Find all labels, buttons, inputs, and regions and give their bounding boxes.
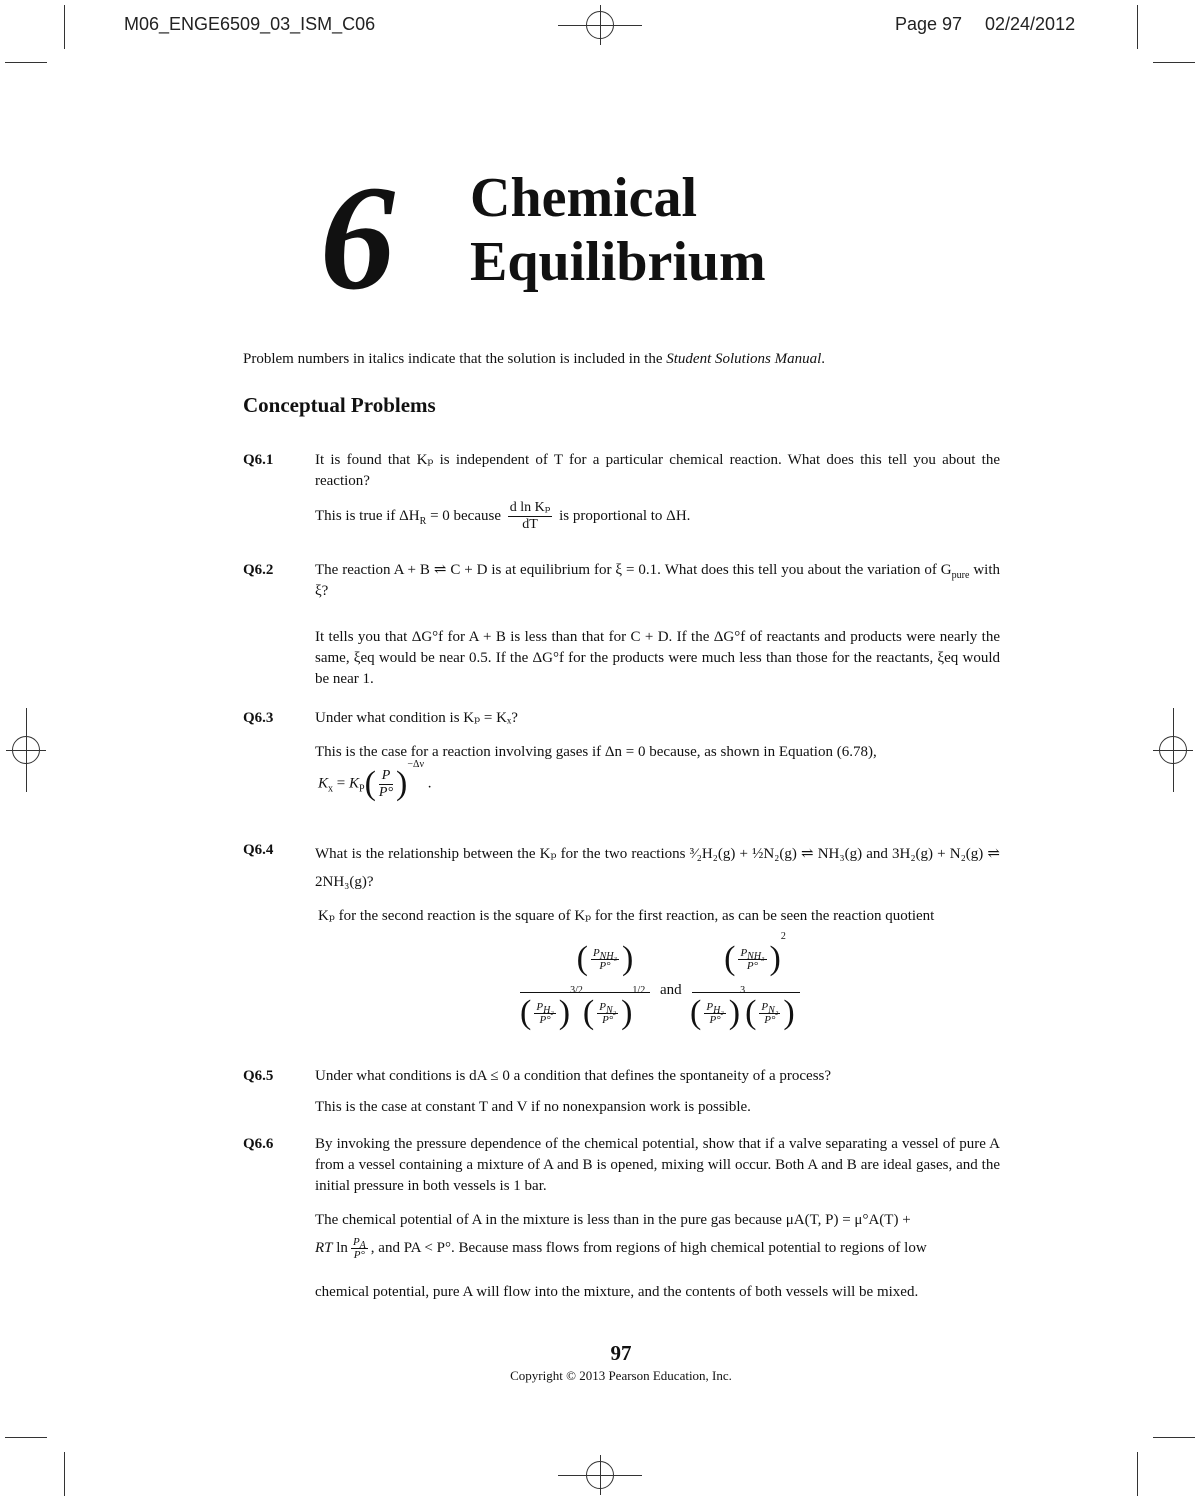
problem-question: Under what condition is Kₚ = Kₓ? bbox=[315, 710, 518, 726]
problem-answer: It tells you that ΔG°f for A + B is less than that for C + D. If the ΔG°f of reactants and products were nearly the same, ξeq would be near 0.5. If the ΔG°f for the products were much less than those for the reactants, ξeq would be near 1. bbox=[315, 629, 1000, 687]
problem-question: It is found that Kₚ is independent of T for a particular chemical reaction. What does this tell you about the reaction? bbox=[315, 452, 1000, 489]
problem-number: Q6.6 bbox=[243, 1136, 274, 1152]
question-end: with ξ? bbox=[315, 562, 1000, 599]
page-number: 97 bbox=[610, 1341, 632, 1365]
intro-note-suffix: . bbox=[821, 351, 826, 367]
print-date: 02/24/2012 bbox=[985, 14, 1076, 34]
problem-answer: This is the case for a reaction involving gases if Δn = 0 because, as shown in Equation (6.78), bbox=[315, 744, 877, 760]
and-word: and bbox=[660, 982, 682, 998]
crop-mark bbox=[1137, 1452, 1138, 1496]
chapter-number: 6 bbox=[320, 155, 395, 321]
problem-answer-line2: RT ln $\frac{P_A}{P^\circ}$ , and PA < P°. Because mass flows from regions of high chemical potential to regions of low bbox=[315, 1236, 927, 1261]
crop-mark bbox=[1153, 62, 1195, 63]
problem-question: What is the relationship between the Kₚ for the two reactions ³⁄₂H₂(g) + ½N₂(g) ⇌ NH₃(g) and 3H₂(g) + N₂(g) ⇌ 2NH₃(g)? bbox=[315, 846, 1000, 890]
copyright-line: Copyright © 2013 Pearson Education, Inc. bbox=[510, 1368, 732, 1383]
intro-note-italic: Student Solutions Manual bbox=[666, 351, 822, 367]
problem-question bbox=[315, 560, 1000, 602]
crop-mark bbox=[5, 62, 47, 63]
question-subscript: pure bbox=[951, 570, 970, 581]
answer-prefix: This is true if ΔH bbox=[315, 507, 420, 524]
section-title: Conceptual Problems bbox=[243, 393, 436, 417]
problem-question: By invoking the pressure dependence of the chemical potential, show that if a valve separating a vessel of pure A from a vessel containing a mixture of A and B is opened, mixing will occur. Both A and B are ideal gases, and the initial pressure in both vessels is 1 bar. bbox=[315, 1136, 1000, 1194]
problem-number: Q6.5 bbox=[243, 1068, 274, 1084]
problem-answer: This is true if $\Delta H_R = 0$ because $\frac{\text{d ln Kₚ}}{dT}$ is proportional to ΔH. bbox=[315, 500, 691, 532]
problem-answer-line1: The chemical potential of A in the mixture is less than in the pure gas because μA(T, P) = μ°A(T) + bbox=[315, 1212, 911, 1228]
crop-mark bbox=[64, 5, 65, 49]
chapter-title-line1: Chemical bbox=[470, 167, 698, 229]
fraction bbox=[508, 500, 553, 533]
fraction-denominator: dT bbox=[522, 517, 538, 532]
answer-mid: = 0 because bbox=[426, 507, 505, 524]
fraction-numerator: d ln Kₚ bbox=[509, 500, 551, 515]
answer-line2-suffix: , and PA < P°. Because mass flows from regions of high chemical potential to regions of low bbox=[370, 1239, 927, 1256]
reaction-quotient-equation: ( $\frac{P_{NH_3}}{P^\circ}$ ) ( $\frac{P_{H_2}}{P^\circ}$ )$^{3/2}$( $\frac{P_{N_2}}{P^\circ}$ )$^{1/2}$ and ( $\frac{P_{NH_3}}{P^\circ}$ )$^2$ ( $\frac{P_{H_2}}{P^\circ}$ )$^3$( $\frac{P_{N_2}}{P^\circ}$ ) bbox=[520, 940, 800, 1050]
answer-suffix: is proportional to ΔH. bbox=[555, 507, 691, 524]
problem-answer: Kₚ for the second reaction is the square of Kₚ for the first reaction, as can be seen the reaction quotient bbox=[318, 908, 935, 924]
equation-kx: $K_x = K_P$( $\frac{P}{P^\circ}$ )$^{-\Delta\nu}$ . bbox=[318, 759, 432, 802]
problem-number: Q6.3 bbox=[243, 710, 274, 726]
chapter-title-line2: Equilibrium bbox=[470, 231, 766, 293]
page-label: Page 97 bbox=[895, 14, 963, 34]
intro-note bbox=[243, 351, 825, 368]
problem-answer: This is the case at constant T and V if no nonexpansion work is possible. bbox=[315, 1099, 751, 1115]
problem-number: Q6.2 bbox=[243, 562, 274, 578]
chapter-title bbox=[470, 166, 766, 294]
crop-mark bbox=[1153, 1437, 1195, 1438]
problem-question: Under what conditions is dA ≤ 0 a condition that defines the spontaneity of a process? bbox=[315, 1068, 832, 1084]
file-slug: M06_ENGE6509_03_ISM_C06 bbox=[124, 14, 376, 34]
crop-mark bbox=[5, 1437, 47, 1438]
problem-number: Q6.1 bbox=[243, 452, 274, 468]
intro-note-prefix: Problem numbers in italics indicate that the solution is included in the bbox=[243, 351, 667, 367]
question-text: The reaction A + B ⇌ C + D is at equilibrium for ξ = 0.1. What does this tell you about the variation of G bbox=[315, 562, 952, 578]
problem-answer-line3: chemical potential, pure A will flow into the mixture, and the contents of both vessels will be mixed. bbox=[315, 1284, 919, 1300]
crop-mark bbox=[64, 1452, 65, 1496]
problem-number: Q6.4 bbox=[243, 842, 274, 858]
crop-mark bbox=[1137, 5, 1138, 49]
